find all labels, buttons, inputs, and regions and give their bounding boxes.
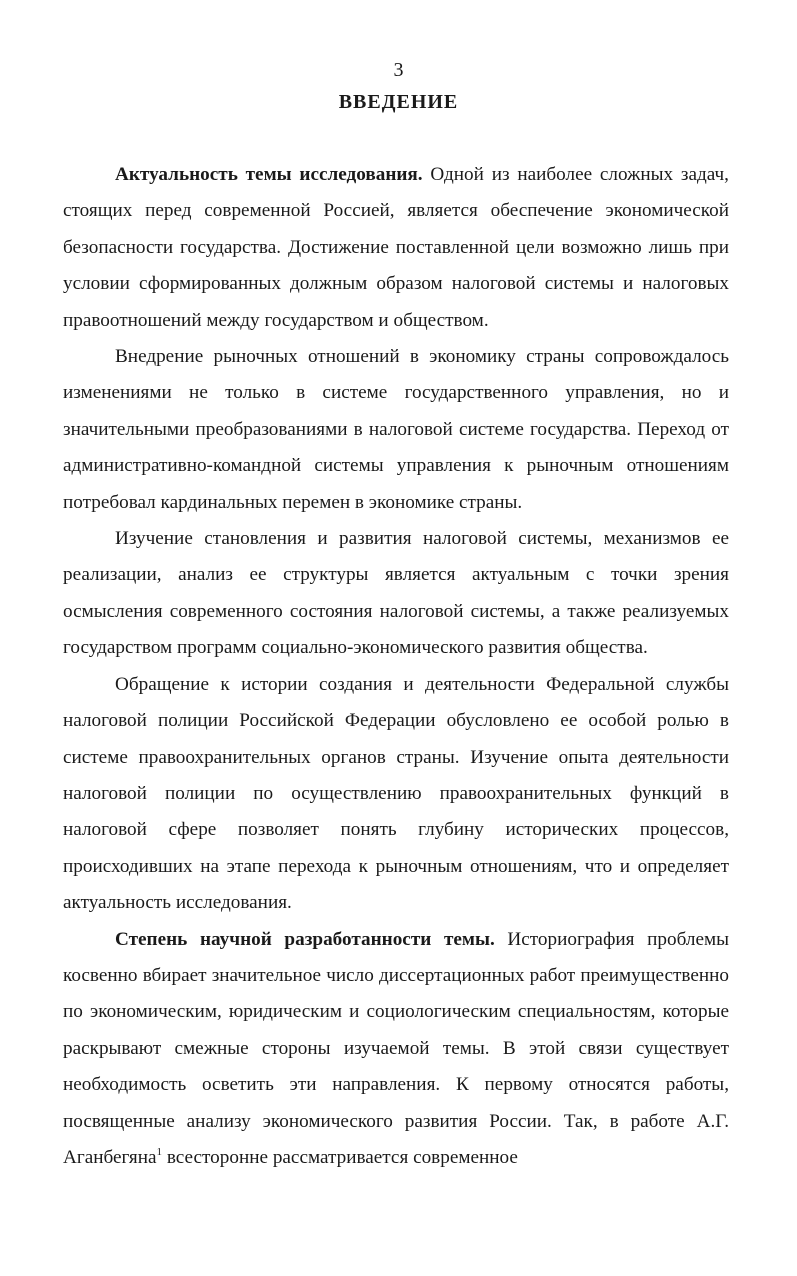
page-title: ВВЕДЕНИЕ xyxy=(338,91,459,113)
paragraph-lead-relevance: Актуальность темы исследования. xyxy=(115,164,423,185)
paragraph-lead-historiography: Степень научной разработанности темы. xyxy=(115,928,495,950)
footnote-reference: 1 xyxy=(156,1145,163,1158)
paragraph-text-relevance: Одной из наиболее сложных задач, стоящих перед современной Россией, является обеспечение экономической безопасности государства. Достижение поставленной цели возможно лишь при условии сформированных должным образом налоговой системы и налоговых правоотношений между государством и обществом. xyxy=(63,164,729,331)
body-text xyxy=(63,157,729,1176)
paragraph-text-market-relations: Внедрение рыночных отношений в экономику страны сопровождалось изменениями не только в системе государственного управления, но и значительными преобразованиями в налоговой системе государства. Переход от административно-командной системы управления к рыночным отношениям потребовал кардинальных перемен в экономике страны. xyxy=(63,346,729,513)
paragraph-historiography xyxy=(63,922,729,1177)
paragraph-relevance xyxy=(63,157,729,339)
paragraph-text-historiography-continued: всесторонне рассматривается современное xyxy=(162,1146,518,1168)
paragraph-tax-system xyxy=(63,521,729,667)
paragraph-text-tax-system: Изучение становления и развития налоговой системы, механизмов ее реализации, анализ ее структуры является актуальным с точки зрения осмысления современного состояния налоговой системы, а также реализуемых государством программ социально-экономического развития общества. xyxy=(63,528,729,659)
page-number: 3 xyxy=(393,59,404,81)
paragraph-tax-police xyxy=(63,667,729,922)
paragraph-market-relations xyxy=(63,339,729,521)
paragraph-text-tax-police: Обращение к истории создания и деятельности Федеральной службы налоговой полиции Российской Федерации обусловлено ее особой ролью в системе правоохранительных органов страны. Изучение опыта деятельности налоговой полиции по осуществлению правоохранительных функций в налоговой сфере позволяет понять глубину исторических процессов, происходивших на этапе перехода к рыночным отношениям, что и определяет актуальность исследования. xyxy=(63,673,729,914)
paragraph-text-historiography: Историография проблемы косвенно вбирает значительное число диссертационных работ преимущественно по экономическим, юридическим и социологическим специальностям, которые раскрывают смежные стороны изучаемой темы. В этой связи существует необходимость осветить эти направления. К первому относятся работы, посвященные анализу экономического развития России. Так, в работе А.Г. Аганбегяна xyxy=(63,928,729,1168)
